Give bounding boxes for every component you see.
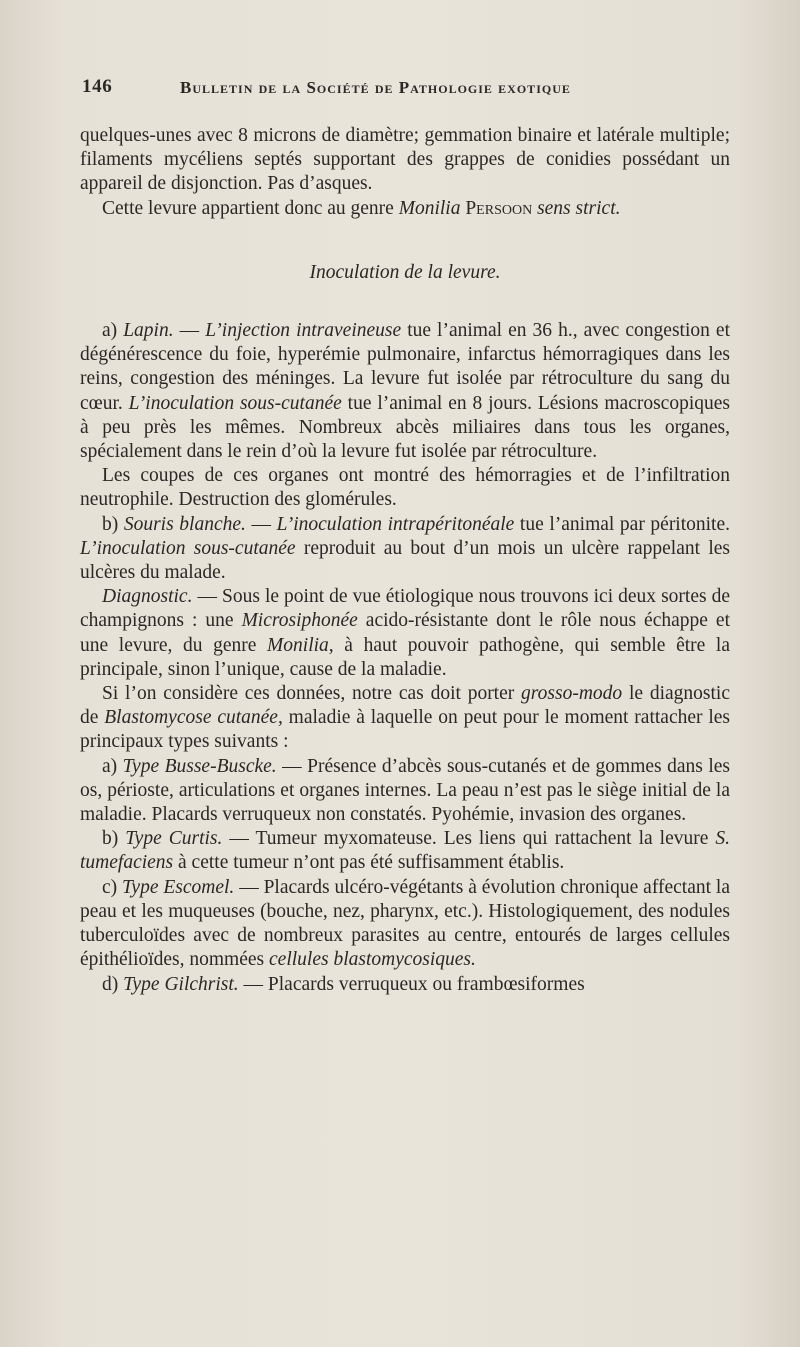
paragraph-2: Cette levure appartient donc au genre Monilia Persoon sens strict. [102, 197, 621, 219]
paragraph-type-busse: a) Type Busse-Buscke. — Présence d’abcès sous-cutanés et de gommes dans les os, périoste, articulations et organes internes. La peau n’est pas le siège initial de la maladie. Placards verruqueux non constatés. Pyohémie, invasion des organes. [80, 755, 730, 826]
paragraph-considere: Si l’on considère ces données, notre cas doit porter grosso-modo le diagnostic de Blastomycose cutanée, maladie à laquelle on peut pour le moment rattacher les principaux types suivants : [80, 683, 730, 753]
paragraph-diagnostic: Diagnostic. — Sous le point de vue étiologique nous trouvons ici deux sortes de champignons : une Microsiphonée acido-résistante dont le rôle nous échappe et une levure, du genre Monilia, à haut pouvoir pathogène, qui semble être la principale, sinon l’unique, cause de la maladie. [80, 586, 731, 680]
paragraph-type-gilchrist: d) Type Gilchrist. — Placards verruqueux ou frambœsiformes [102, 973, 585, 995]
running-head [82, 76, 730, 98]
paragraph-1: quelques-unes avec 8 microns de diamètre; gemmation binaire et latérale multiple; filaments mycéliens septés supportant des grappes de conidies possédant un appareil de disjonction. Pas d’asques. [80, 125, 730, 195]
journal-title: Bulletin de la Société de Pathologie exotique [180, 78, 571, 97]
genus-name: Monilia [398, 197, 461, 219]
paragraph-souris: b) Souris blanche. — L’inoculation intrapéritonéale tue l’animal par péritonite. L’inoculation sous-cutanée reproduit au bout d’un mois un ulcère rappelant les ulcères du malade. [80, 513, 731, 584]
paragraph-coupes: Les coupes de ces organes ont montré des hémorragies et de l’infiltration neutrophile. Destruction des glomérules. [80, 465, 730, 511]
page-number: 146 [82, 76, 113, 97]
author-name: Persoon [465, 197, 533, 219]
paragraph-type-escomel: c) Type Escomel. — Placards ulcéro-végétants à évolution chronique affectant la peau et les muqueuses (bouche, nez, pharynx, etc.). Histologiquement, des nodules tuberculoïdes avec de nombreux parasites au centre, entourés de larges cellules épithélioïdes, nommées cellules blastomycosiques. [80, 876, 730, 971]
paragraph-lapin: a) Lapin. — L’injection intraveineuse tue l’animal en 36 h., avec congestion et dégénérescence du foie, hyperémie pulmonaire, infarctus hémorragiques dans les reins, congestion des méninges. La levure fut isolée par rétroculture du sang du cœur. L’inoculation sous-cutanée tue l’animal en 8 jours. Lésions macroscopiques à peu près les mêmes. Nombreux abcès miliaires dans tous les organes, spécialement dans le rein d’où la levure fut isolée par rétroculture. [80, 320, 730, 463]
body-text [80, 124, 730, 997]
paragraph-type-curtis: b) Type Curtis. — Tumeur myxomateuse. Les liens qui rattachent la levure S. tumefaciens à cette tumeur n’ont pas été suffisamment établis. [80, 828, 730, 874]
section-heading: Inoculation de la levure. [309, 261, 501, 283]
